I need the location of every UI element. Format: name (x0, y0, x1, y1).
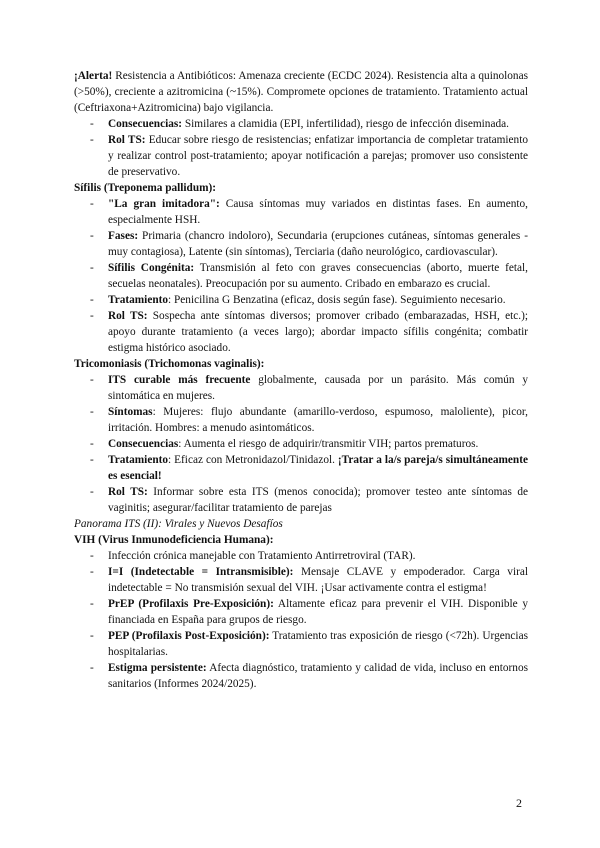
item-text: Tratamiento tras exposición de riesgo (<72h). Urgencias hospitalarias. (108, 630, 528, 658)
alert-text: Resistencia a Antibióticos: Amenaza creciente (ECDC 2024). Resistencia alta a quinolonas (>50%), creciente a azitromicina (~15%). Compromete opciones de tratamiento. Tratamiento actual (Ceftriaxona+Azitromicina) bajo vigilancia. (74, 70, 528, 114)
item-text: : Penicilina G Benzatina (eficaz, dosis según fase). Seguimiento necesario. (168, 294, 506, 306)
item-text: : Eficaz con Metronidazol/Tinidazol. (168, 454, 338, 466)
item-text: Informar sobre esta ITS (menos conocida); promover testeo ante síntomas de vaginitis; asegurar/facilitar tratamiento de parejas (108, 486, 528, 514)
item-label: I=I (Indetectable = Intransmisible): (108, 566, 294, 578)
list-item (74, 372, 528, 404)
item-text: : Mujeres: flujo abundante (amarillo-verdoso, espumoso, maloliente), picor, irritación. Hombres: a menudo asintomáticos. (108, 406, 528, 434)
list-item (74, 596, 528, 628)
hiv-list (74, 548, 528, 692)
item-text: Causa síntomas muy variados en distintas fases. En aumento, especialmente HSH. (108, 198, 528, 226)
item-label: Rol TS: (108, 310, 148, 322)
list-item (74, 564, 528, 596)
item-label: Estigma persistente: (108, 662, 207, 674)
list-item (74, 292, 528, 308)
item-label: Rol TS: (108, 486, 148, 498)
list-item (74, 436, 528, 452)
item-label: Consecuencias: (108, 118, 183, 130)
item-text: Sospecha ante síntomas diversos; promover cribado (embarazadas, HSH, etc.); apoyo durante tratamiento (a veces largo); abordar impacto sífilis congénita; combatir estigma histórico asociado. (108, 310, 528, 354)
item-text: : Aumenta el riesgo de adquirir/transmitir VIH; partos prematuros. (178, 438, 479, 450)
list-item (74, 628, 528, 660)
item-text: Altamente eficaz para prevenir el VIH. Disponible y financiada en España para grupos de riesgo. (108, 598, 528, 626)
document-page (74, 68, 528, 692)
item-text: Similares a clamidia (EPI, infertilidad), riesgo de infección diseminada. (182, 118, 509, 130)
item-label: PEP (Profilaxis Post-Exposición): (108, 630, 270, 642)
item-emphasis: ¡Tratar a la/s pareja/s simultáneamente es esencial! (108, 454, 528, 482)
list-item (74, 484, 528, 516)
item-label: ITS curable más frecuente (108, 374, 251, 386)
item-text: Infección crónica manejable con Tratamiento Antirretroviral (TAR). (108, 550, 416, 562)
item-text: Afecta diagnóstico, tratamiento y calidad de vida, incluso en entornos sanitarios (Informes 2024/2025). (108, 662, 529, 690)
item-label: Rol TS: (108, 134, 146, 146)
alert-paragraph (74, 68, 528, 116)
item-label: PrEP (Profilaxis Pre-Exposición): (108, 598, 274, 610)
list-item (74, 196, 528, 228)
item-text: Mensaje CLAVE y empoderador. Carga viral indetectable = No transmisión sexual del VIH. ¡Usar activamente contra el estigma! (108, 566, 528, 594)
trichomoniasis-heading: Tricomoniasis (Trichomonas vaginalis): (74, 358, 265, 370)
syphilis-list (74, 196, 528, 356)
list-item (74, 116, 528, 132)
item-text: globalmente, causada por un parásito. Más común y sintomática en mujeres. (108, 374, 528, 402)
list-item (74, 132, 528, 180)
item-text: Transmisión al feto con graves consecuencias (aborto, muerte fetal, secuelas neonatales). Preocupación por su aumento. Cribado en embarazo es crucial. (108, 262, 528, 290)
item-text: Educar sobre riesgo de resistencias; enfatizar importancia de completar tratamiento y realizar control post-tratamiento; apoyar notificación a parejas; promover uso consistente de preservativo. (108, 134, 528, 178)
list-item (74, 260, 528, 292)
list-item (74, 548, 528, 564)
list-item (74, 660, 528, 692)
trichomoniasis-list (74, 372, 528, 516)
list-item (74, 308, 528, 356)
hiv-heading: VIH (Virus Inmunodeficiencia Humana): (74, 534, 274, 546)
list-item (74, 452, 528, 484)
syphilis-heading: Sífilis (Treponema pallidum): (74, 182, 217, 194)
list-item (74, 228, 528, 260)
item-label: Fases: (108, 230, 139, 242)
section-subtitle: Panorama ITS (II): Virales y Nuevos Desafíos (74, 518, 283, 530)
item-label: "La gran imitadora": (108, 198, 220, 210)
item-label: Sífilis Congénita: (108, 262, 195, 274)
item-text: Primaria (chancro indoloro), Secundaria (erupciones cutáneas, síntomas generales - muy contagiosa), Latente (sin síntomas), Terciaria (daño neurológico, cardiovascular). (108, 230, 528, 258)
page-number: 2 (516, 796, 522, 810)
item-label: Síntomas (108, 406, 153, 418)
item-label: Consecuencias (108, 438, 179, 450)
alert-lead: ¡Alerta! (74, 70, 113, 82)
list-item (74, 404, 528, 436)
item-label: Tratamiento (108, 294, 169, 306)
gonorrhea-list (74, 116, 528, 180)
item-label: Tratamiento (108, 454, 169, 466)
